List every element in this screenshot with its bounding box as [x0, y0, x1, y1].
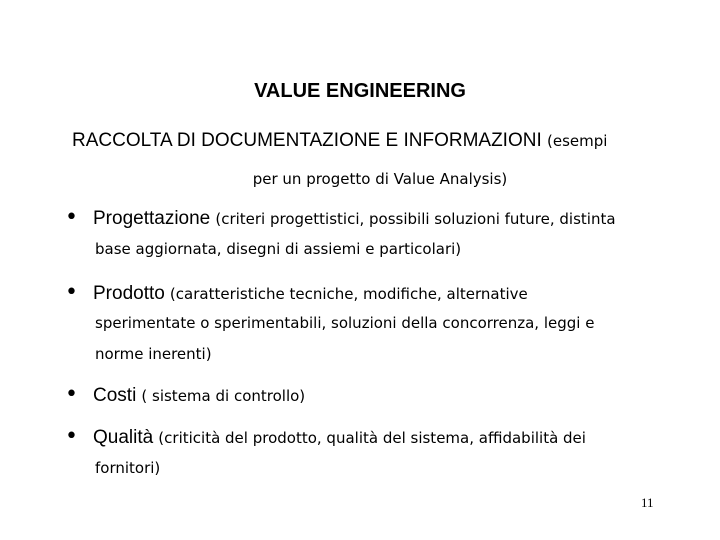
list-item-qualita: [65, 424, 586, 449]
bullet-icon: •: [65, 424, 78, 449]
bullet-icon: •: [65, 280, 78, 305]
item-continuation: base aggiornata, disegni di assiemi e particolari): [95, 240, 462, 258]
slide-title: VALUE ENGINEERING: [254, 80, 466, 102]
item-detail: (criticità del prodotto, qualità del sistema, affidabilità dei: [158, 429, 586, 447]
item-head: Qualità: [93, 427, 154, 448]
item-detail: (criteri progettistici, possibili soluzioni future, distinta: [215, 210, 616, 228]
item-detail: (caratteristiche tecniche, modifiche, alternative: [169, 285, 528, 303]
item-continuation: sperimentate o sperimentabili, soluzioni della concorrenza, leggi e: [95, 314, 595, 332]
subtitle-note: (esempi: [547, 132, 608, 150]
subtitle: [72, 130, 607, 152]
page-number: 11: [641, 495, 654, 510]
list-item-costi: [65, 382, 305, 407]
subtitle-line2: per un progetto di Value Analysis): [252, 170, 508, 188]
item-continuation: fornitori): [95, 459, 161, 477]
item-head: Prodotto: [93, 283, 165, 304]
item-continuation: norme inerenti): [95, 345, 212, 363]
item-head: Progettazione: [93, 208, 211, 229]
item-head: Costi: [93, 385, 137, 406]
bullet-icon: •: [65, 205, 78, 230]
subtitle-main: RACCOLTA DI DOCUMENTAZIONE E INFORMAZIONI: [72, 130, 542, 151]
list-item-progettazione: [65, 205, 616, 230]
item-detail: ( sistema di controllo): [141, 387, 306, 405]
list-item-prodotto: [65, 280, 528, 305]
bullet-icon: •: [65, 382, 78, 407]
